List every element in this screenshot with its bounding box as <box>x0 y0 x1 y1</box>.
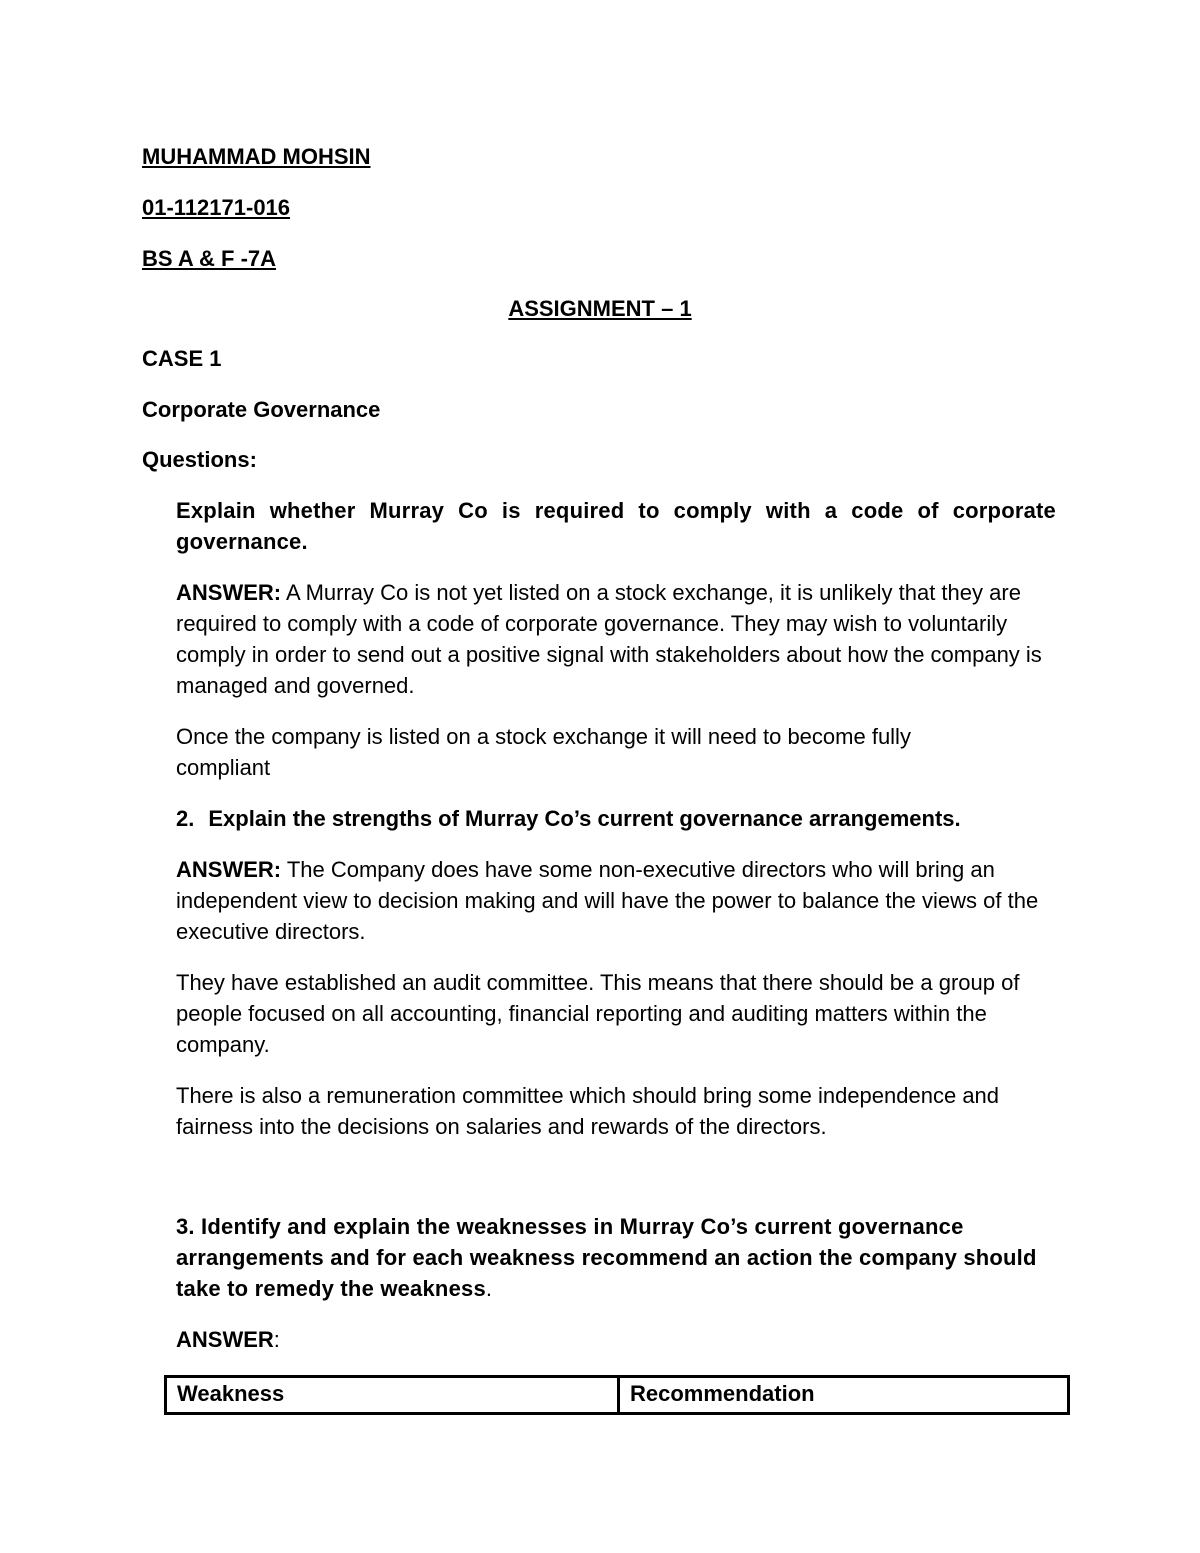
table-header-row <box>166 1377 1069 1414</box>
program-label: BS A & F -7A <box>142 246 277 271</box>
table-header-weakness: Weakness <box>166 1377 619 1414</box>
answer-2-para-2: They have established an audit committee. This means that there should be a group of people focused on all accounting, financial reporting and auditing matters within the company. <box>176 970 1020 1057</box>
student-id: 01-112171-016 <box>142 195 291 220</box>
answer-1-para-2: Once the company is listed on a stock exchange it will need to become fully compliant <box>176 724 911 780</box>
case-label: CASE 1 <box>142 346 222 371</box>
answer-2-text: The Company does have some non-executive directors who will bring an independent view to decision making and will have the power to balance the views of the executive directors. <box>176 857 1039 944</box>
question-3 <box>176 1211 1057 1304</box>
topic-title: Corporate Governance <box>142 397 381 422</box>
answer-1-text: A Murray Co is not yet listed on a stock exchange, it is unlikely that they are required to comply with a code of corporate governance. They may wish to voluntarily comply in order to send out a positive signal with stakeholders about how the company is managed and governed. <box>176 580 1042 698</box>
question-2-number: 2. <box>176 806 195 831</box>
table-header-recommendation: Recommendation <box>619 1377 1069 1414</box>
answer-1 <box>176 577 1046 701</box>
answer-1-label: ANSWER: <box>176 580 282 605</box>
answer-2 <box>176 854 1056 947</box>
question-2-text: Explain the strengths of Murray Co’s current governance arrangements. <box>208 806 961 831</box>
question-3-period: . <box>485 1276 493 1301</box>
question-3-text: 3. Identify and explain the weaknesses in Murray Co’s current governance arrangements and for each weakness recommend an action the company should take to remedy the weakness <box>176 1214 1037 1301</box>
weakness-table <box>164 1375 1070 1415</box>
questions-label: Questions: <box>142 447 257 472</box>
answer-2-para-3: There is also a remuneration committee which should bring some independence and fairness into the decisions on salaries and rewards of the directors. <box>176 1083 1000 1139</box>
student-name: MUHAMMAD MOHSIN <box>142 144 371 169</box>
answer-3 <box>176 1324 280 1355</box>
question-2 <box>176 803 961 834</box>
answer-3-colon: : <box>273 1327 280 1352</box>
answer-2-label: ANSWER: <box>176 857 282 882</box>
question-1: Explain whether Murray Co is required to comply with a code of corporate governance. <box>176 498 1056 554</box>
answer-3-label: ANSWER <box>176 1327 274 1352</box>
assignment-title: ASSIGNMENT – 1 <box>508 296 692 321</box>
